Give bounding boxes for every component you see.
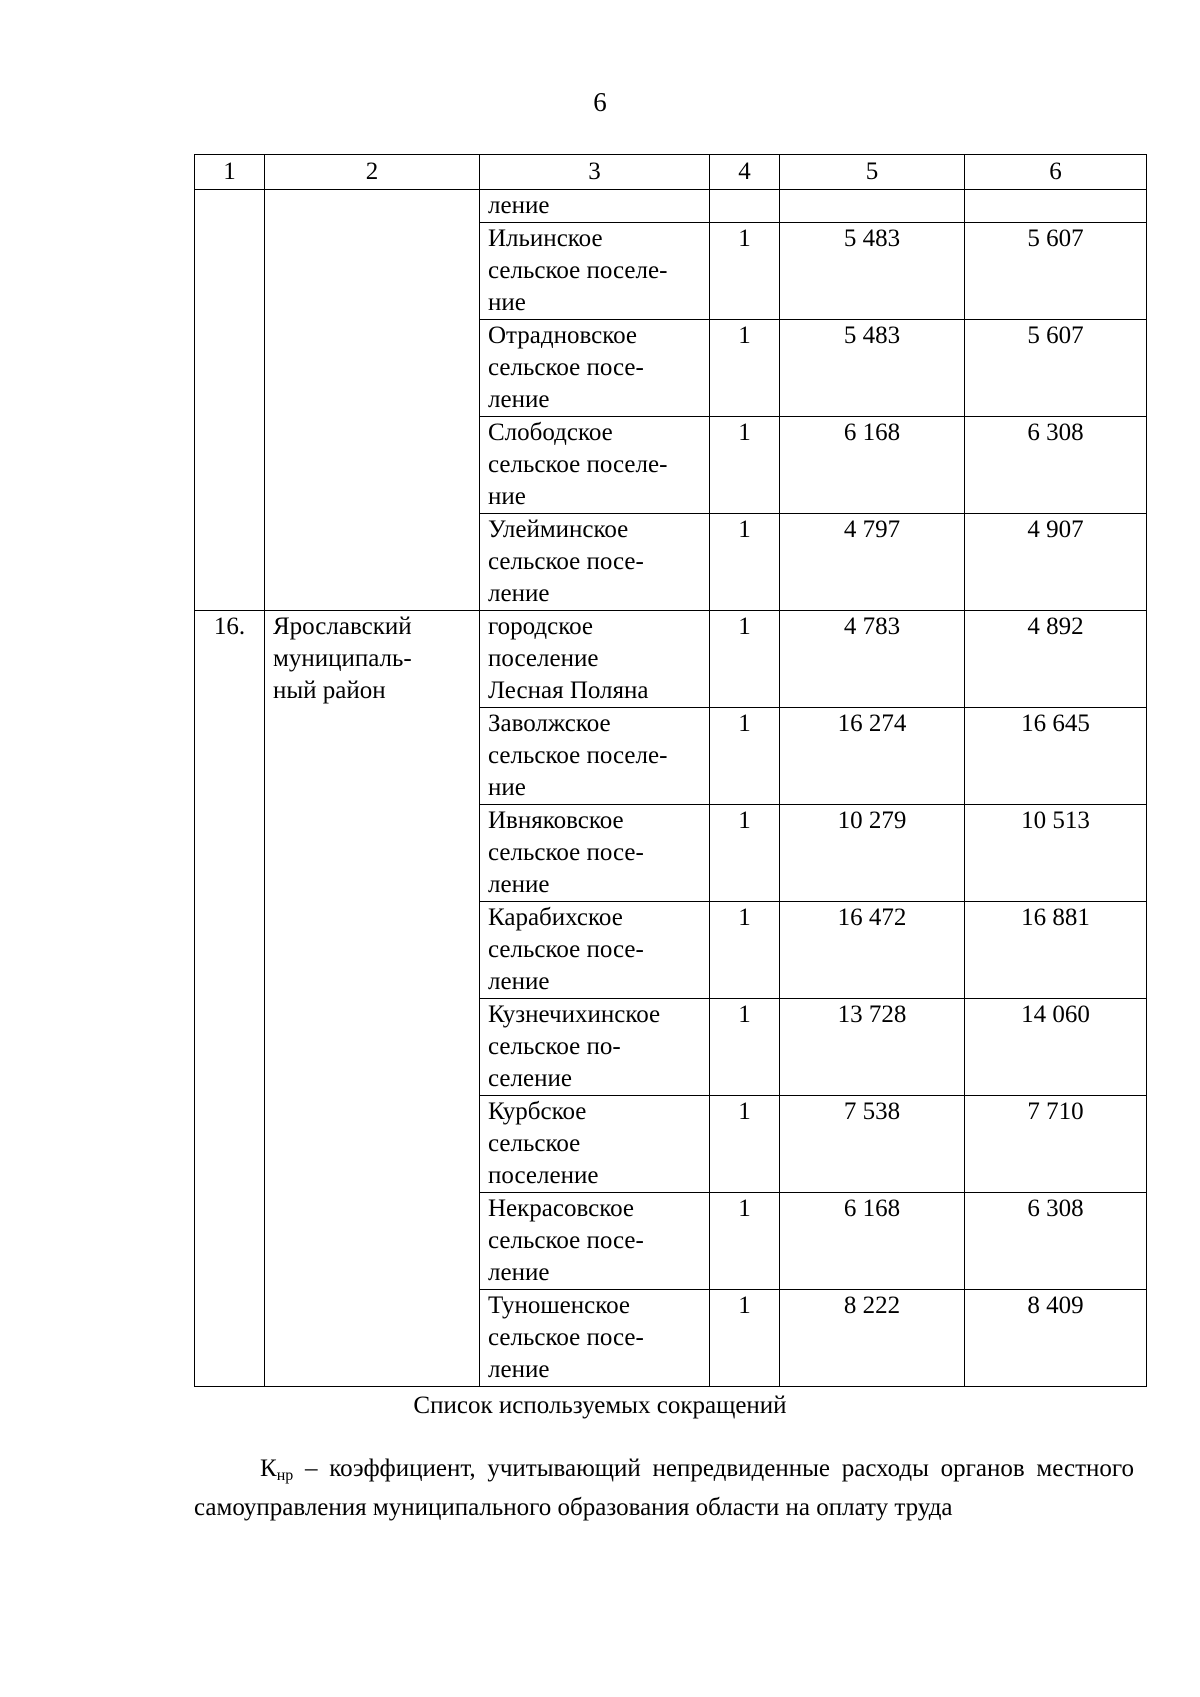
settlement-cell: Улейминское сельское посе- ление — [480, 514, 710, 611]
value-cell: 1 — [710, 805, 780, 902]
value-cell: 5 607 — [965, 223, 1147, 320]
value-cell: 1 — [710, 708, 780, 805]
value-cell: 1 — [710, 417, 780, 514]
value-cell: 16 881 — [965, 902, 1147, 999]
value-cell: 6 168 — [780, 417, 965, 514]
district-cell: Ярославский муниципаль- ный район — [265, 611, 480, 1387]
abbreviation-term-subscript: нр — [276, 1467, 294, 1484]
settlement-cell: Некрасовское сельское посе- ление — [480, 1193, 710, 1290]
district-cell — [265, 190, 480, 611]
table-row — [195, 190, 1147, 223]
settlement-cell: Ивняковское сельское посе- ление — [480, 805, 710, 902]
header-cell: 5 — [780, 155, 965, 190]
value-cell: 6 308 — [965, 1193, 1147, 1290]
settlement-cell: Ильинское сельское поселе- ние — [480, 223, 710, 320]
settlement-cell: Курбское сельское поселение — [480, 1096, 710, 1193]
value-cell: 8 409 — [965, 1290, 1147, 1387]
data-table — [194, 154, 1147, 1387]
value-cell: 1 — [710, 902, 780, 999]
value-cell: 14 060 — [965, 999, 1147, 1096]
settlement-cell: Отрадновское сельское посе- ление — [480, 320, 710, 417]
value-cell: 10 513 — [965, 805, 1147, 902]
page-number: 6 — [593, 87, 607, 117]
header-cell: 3 — [480, 155, 710, 190]
value-cell — [780, 190, 965, 223]
value-cell: 7 710 — [965, 1096, 1147, 1193]
value-cell: 1 — [710, 999, 780, 1096]
header-cell: 1 — [195, 155, 265, 190]
value-cell: 1 — [710, 514, 780, 611]
settlement-cell: ление — [480, 190, 710, 223]
value-cell: 1 — [710, 611, 780, 708]
value-cell: 10 279 — [780, 805, 965, 902]
value-cell: 4 797 — [780, 514, 965, 611]
value-cell: 16 274 — [780, 708, 965, 805]
value-cell: 16 472 — [780, 902, 965, 999]
settlement-cell: Карабихское сельское посе- ление — [480, 902, 710, 999]
value-cell — [965, 190, 1147, 223]
header-cell: 4 — [710, 155, 780, 190]
value-cell: 5 483 — [780, 320, 965, 417]
settlement-cell: Кузнечихинское сельское по- селение — [480, 999, 710, 1096]
value-cell: 5 483 — [780, 223, 965, 320]
value-cell: 8 222 — [780, 1290, 965, 1387]
abbreviation-definition — [194, 1453, 1134, 1524]
value-cell: 16 645 — [965, 708, 1147, 805]
settlement-cell: городское поселение Лесная Поляна — [480, 611, 710, 708]
value-cell: 6 168 — [780, 1193, 965, 1290]
settlement-cell: Слободское сельское поселе- ние — [480, 417, 710, 514]
value-cell: 4 783 — [780, 611, 965, 708]
value-cell: 4 892 — [965, 611, 1147, 708]
number-cell: 16. — [195, 611, 265, 1387]
value-cell — [710, 190, 780, 223]
value-cell: 13 728 — [780, 999, 965, 1096]
settlement-cell: Заволжское сельское поселе- ние — [480, 708, 710, 805]
abbreviations-title: Список используемых сокращений — [413, 1392, 787, 1419]
value-cell: 1 — [710, 1290, 780, 1387]
value-cell: 5 607 — [965, 320, 1147, 417]
value-cell: 6 308 — [965, 417, 1147, 514]
value-cell: 1 — [710, 223, 780, 320]
header-cell: 6 — [965, 155, 1147, 190]
abbreviation-term: К — [260, 1455, 277, 1482]
value-cell: 1 — [710, 1193, 780, 1290]
table-row — [195, 611, 1147, 708]
header-cell: 2 — [265, 155, 480, 190]
number-cell — [195, 190, 265, 611]
value-cell: 4 907 — [965, 514, 1147, 611]
settlement-cell: Туношенское сельское посе- ление — [480, 1290, 710, 1387]
value-cell: 1 — [710, 1096, 780, 1193]
value-cell: 1 — [710, 320, 780, 417]
abbreviation-definition-text: – коэффициент, учитывающий непредвиденные расходы органов местного самоуправления муниципального образования области на оплату труда — [194, 1455, 1134, 1521]
table-header-row — [195, 155, 1147, 190]
value-cell: 7 538 — [780, 1096, 965, 1193]
